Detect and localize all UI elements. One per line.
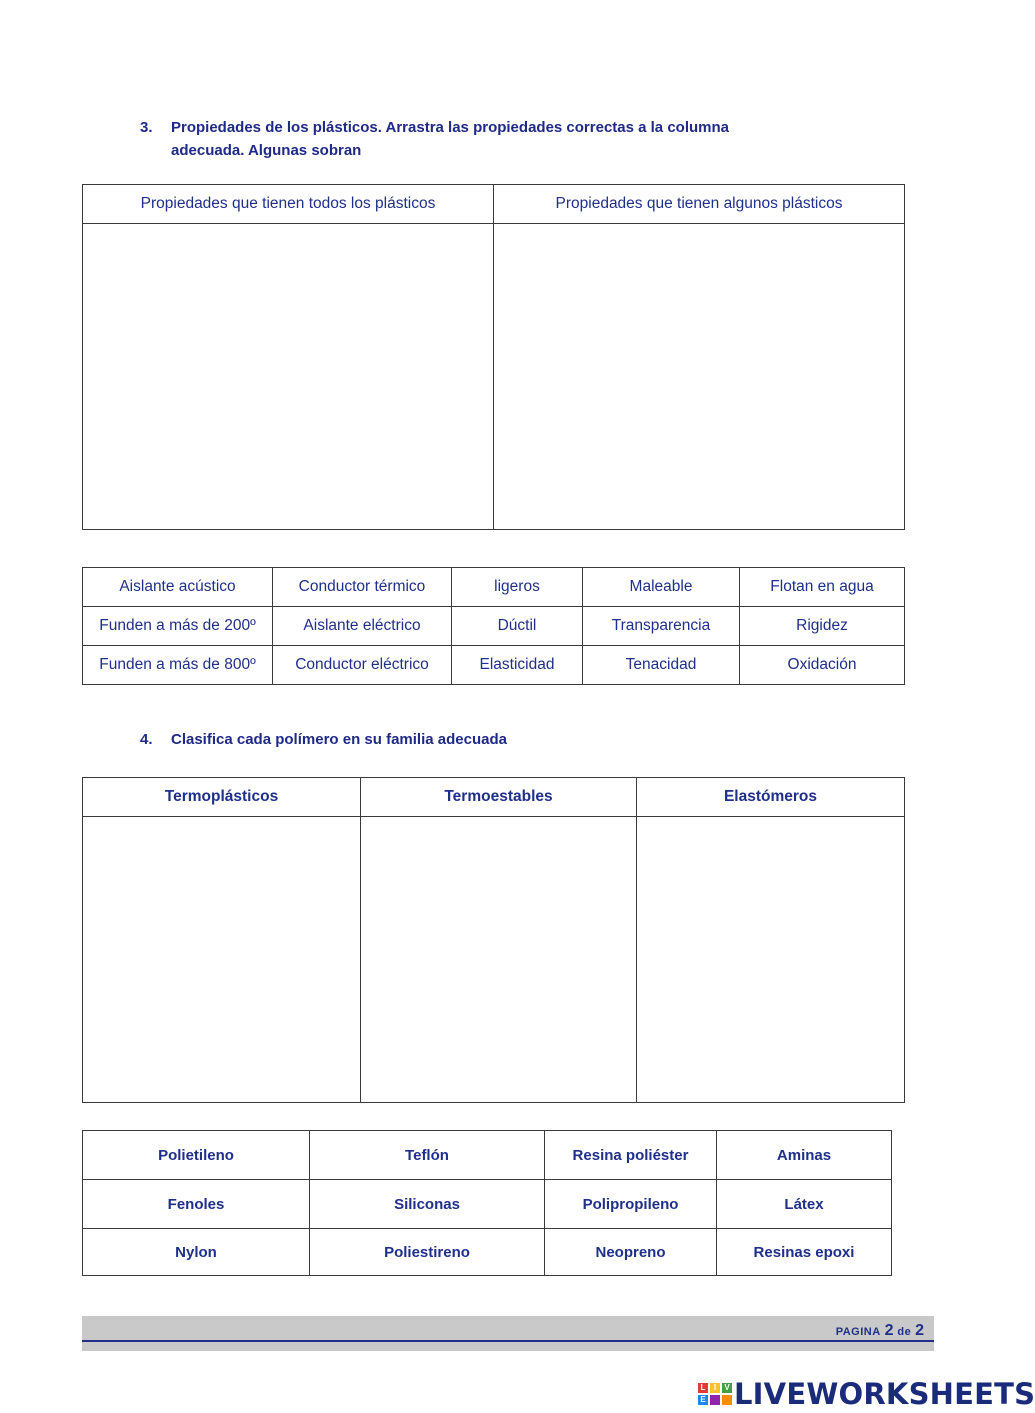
- logo-icon: [698, 1383, 732, 1405]
- drop-zone-elastomeros[interactable]: [637, 817, 905, 1103]
- page-of: de: [897, 1326, 912, 1338]
- question-4-number: 4.: [140, 731, 153, 748]
- draggable-property[interactable]: Transparencia: [583, 607, 740, 646]
- draggable-property[interactable]: Flotan en agua: [740, 568, 905, 607]
- question-3-line-1: Propiedades de los plásticos. Arrastra las propiedades correctas a la columna: [171, 119, 729, 136]
- footer-bar: [82, 1316, 934, 1351]
- column-header-all-plastics: Propiedades que tienen todos los plásticos: [83, 185, 494, 224]
- draggable-property[interactable]: Dúctil: [452, 607, 583, 646]
- logo-tile: L: [698, 1383, 708, 1393]
- page-label: PAGINA: [835, 1326, 881, 1338]
- question-4-title: [140, 728, 840, 751]
- draggable-polymer[interactable]: Polietileno: [83, 1131, 310, 1180]
- drop-zone-some-plastics[interactable]: [494, 224, 905, 530]
- polymer-options-table: [82, 1130, 892, 1276]
- page-number: [836, 1322, 924, 1340]
- draggable-property[interactable]: Conductor térmico: [273, 568, 452, 607]
- question-3-number: 3.: [140, 119, 153, 136]
- drop-zone-all-plastics[interactable]: [83, 224, 494, 530]
- draggable-property[interactable]: Rigidez: [740, 607, 905, 646]
- page-current: 2: [884, 1322, 894, 1339]
- footer-divider: [82, 1340, 934, 1342]
- draggable-polymer[interactable]: Siliconas: [310, 1180, 545, 1229]
- logo-tile: I: [710, 1383, 720, 1393]
- column-header-termoestables: Termoestables: [361, 778, 637, 817]
- properties-options-table: [82, 567, 905, 685]
- draggable-property[interactable]: Oxidación: [740, 646, 905, 685]
- logo-tile: E: [698, 1395, 708, 1405]
- draggable-property[interactable]: Conductor eléctrico: [273, 646, 452, 685]
- draggable-polymer[interactable]: Neopreno: [545, 1229, 717, 1276]
- draggable-property[interactable]: ligeros: [452, 568, 583, 607]
- draggable-polymer[interactable]: Fenoles: [83, 1180, 310, 1229]
- drop-zone-termoestables[interactable]: [361, 817, 637, 1103]
- column-header-termoplasticos: Termoplásticos: [83, 778, 361, 817]
- logo-tile: [722, 1395, 732, 1405]
- draggable-polymer[interactable]: Aminas: [717, 1131, 892, 1180]
- draggable-property[interactable]: Tenacidad: [583, 646, 740, 685]
- question-4-text: Clasifica cada polímero en su familia adecuada: [171, 731, 507, 748]
- draggable-polymer[interactable]: Poliestireno: [310, 1229, 545, 1276]
- draggable-polymer[interactable]: Resina poliéster: [545, 1131, 717, 1180]
- draggable-property[interactable]: Aislante eléctrico: [273, 607, 452, 646]
- draggable-polymer[interactable]: Nylon: [83, 1229, 310, 1276]
- drop-zone-termoplasticos[interactable]: [83, 817, 361, 1103]
- logo-tile: [710, 1395, 720, 1405]
- logo-tile: V: [722, 1383, 732, 1393]
- draggable-property[interactable]: Maleable: [583, 568, 740, 607]
- draggable-polymer[interactable]: Teflón: [310, 1131, 545, 1180]
- draggable-property[interactable]: Aislante acústico: [83, 568, 273, 607]
- question-3-line-2: adecuada. Algunas sobran: [171, 142, 362, 159]
- logo-text: LIVEWORKSHEETS: [734, 1377, 1035, 1411]
- draggable-property[interactable]: Funden a más de 800º: [83, 646, 273, 685]
- draggable-polymer[interactable]: Polipropileno: [545, 1180, 717, 1229]
- draggable-property[interactable]: Funden a más de 200º: [83, 607, 273, 646]
- draggable-property[interactable]: Elasticidad: [452, 646, 583, 685]
- page-total: 2: [915, 1322, 924, 1339]
- question-3-title: [140, 116, 840, 162]
- liveworksheets-logo: [698, 1376, 1035, 1412]
- polymer-families-table: [82, 777, 905, 1103]
- draggable-polymer[interactable]: Látex: [717, 1180, 892, 1229]
- properties-drop-table: [82, 184, 905, 530]
- draggable-polymer[interactable]: Resinas epoxi: [717, 1229, 892, 1276]
- column-header-some-plastics: Propiedades que tienen algunos plásticos: [494, 185, 905, 224]
- column-header-elastomeros: Elastómeros: [637, 778, 905, 817]
